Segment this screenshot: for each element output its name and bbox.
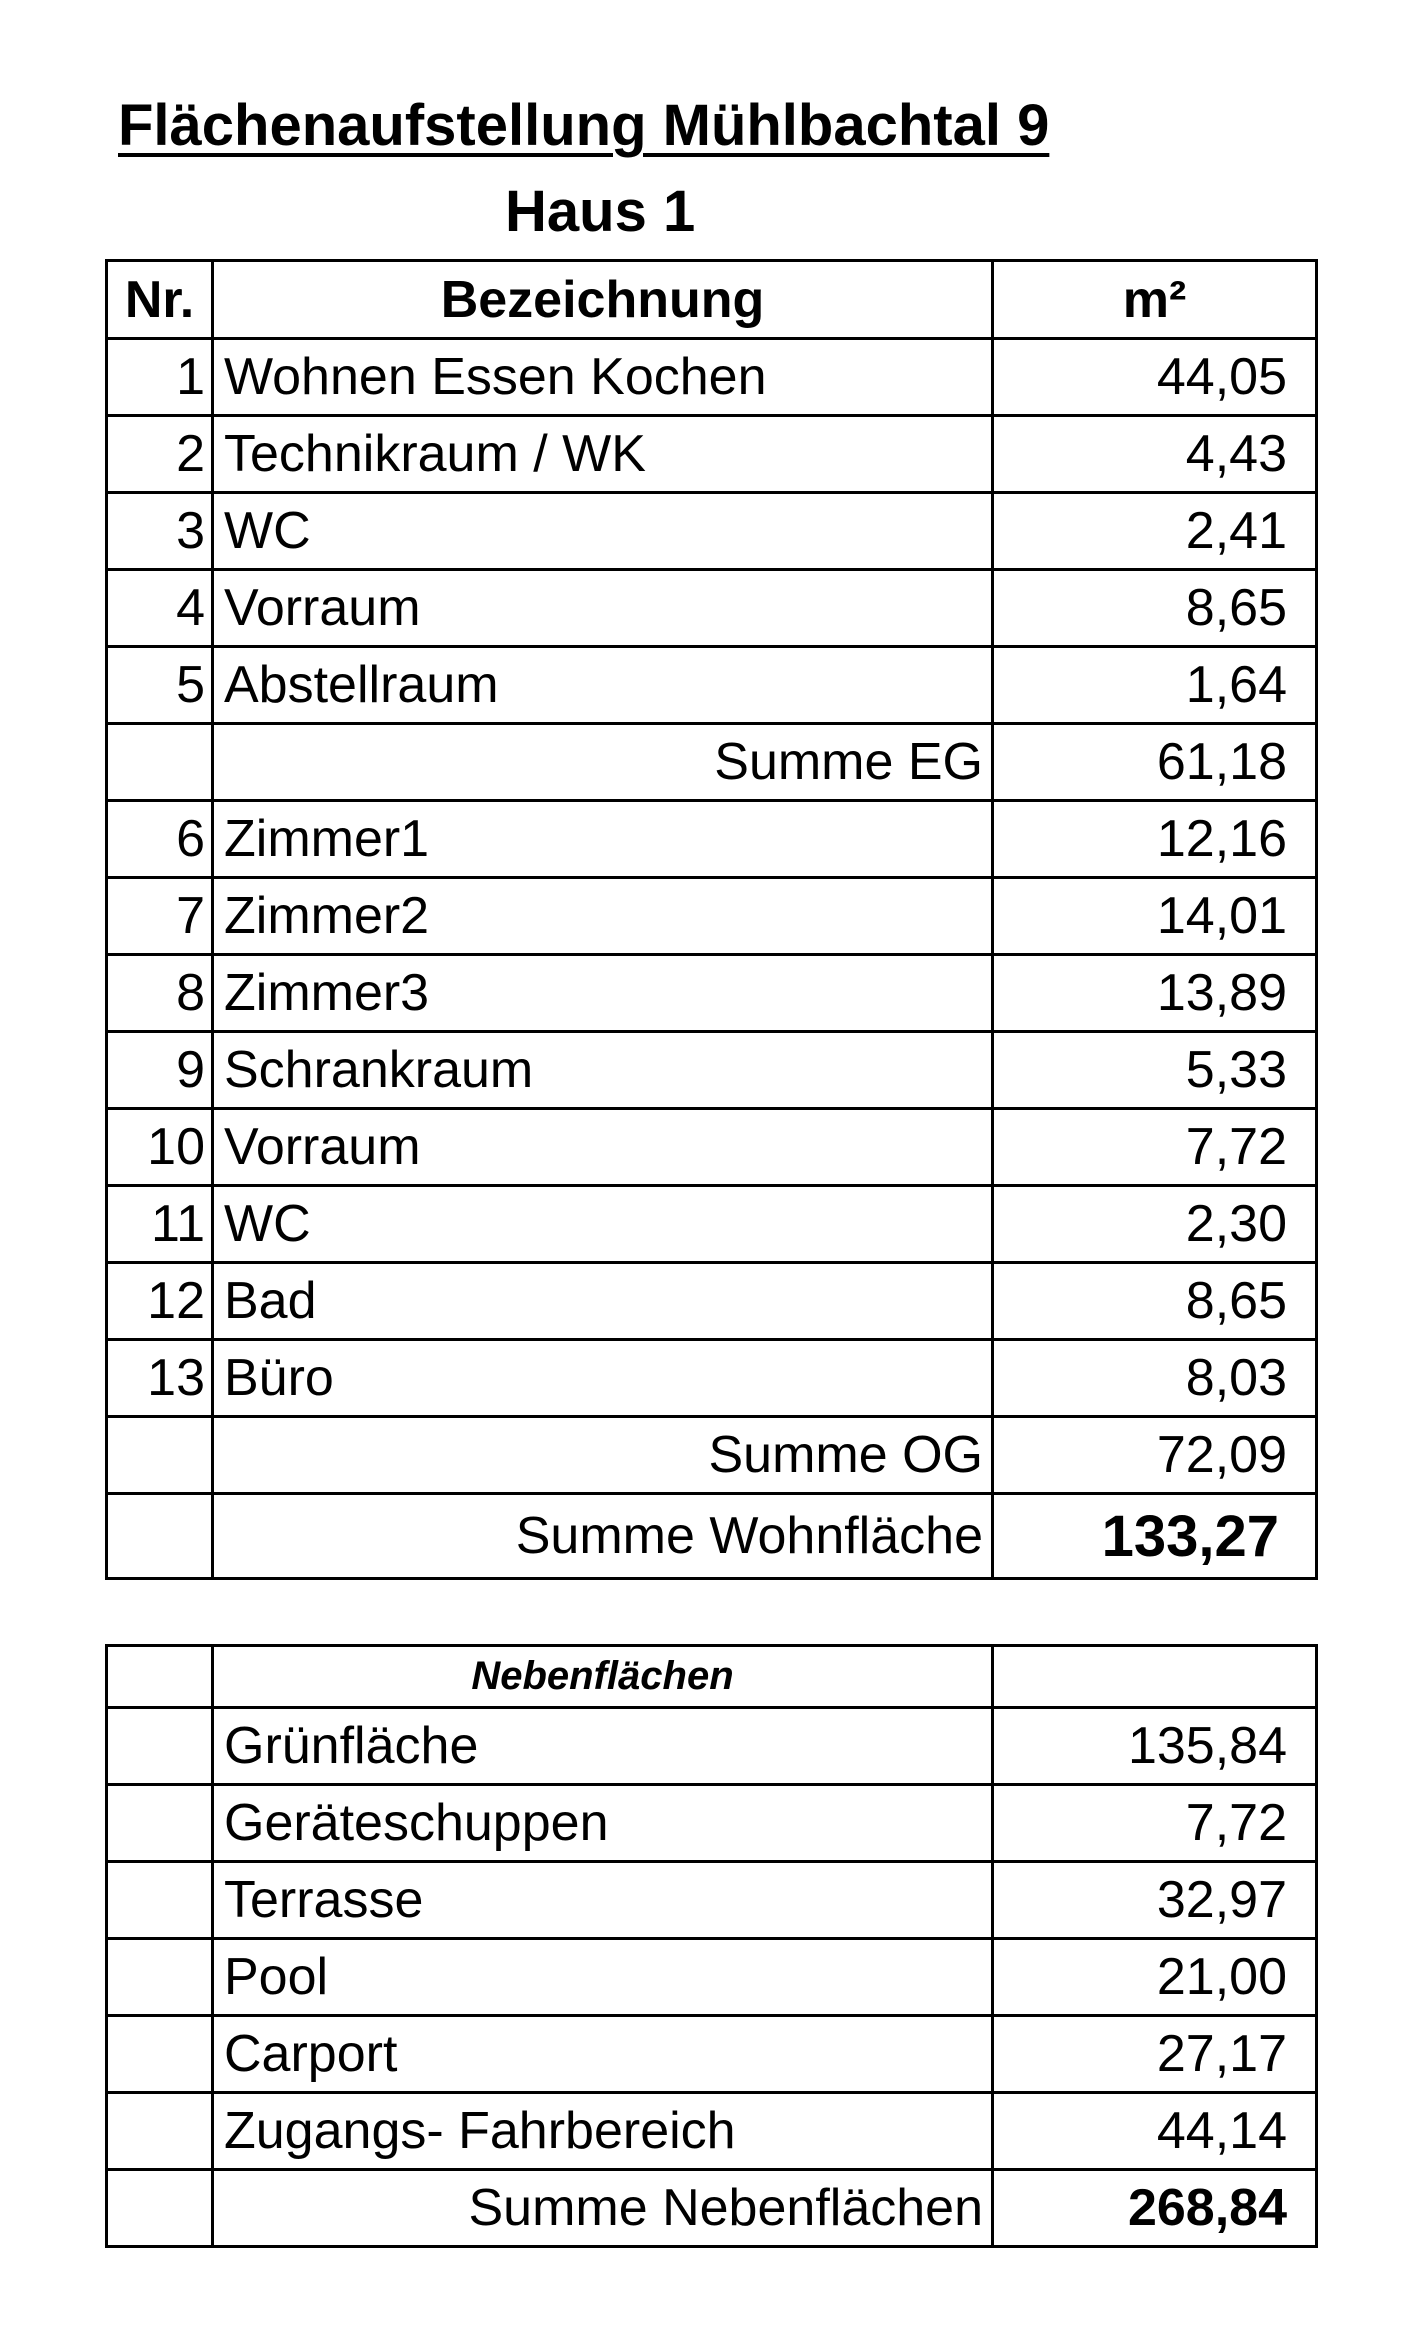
row-area: 5,33 — [993, 1032, 1317, 1109]
row-nr — [107, 1862, 213, 1939]
row-nr — [107, 1939, 213, 2016]
table-header-row — [107, 261, 1317, 339]
table-row — [107, 878, 1317, 955]
sum-eg-nr — [107, 724, 213, 801]
row-nr: 9 — [107, 1032, 213, 1109]
side-sum-row — [107, 2170, 1317, 2247]
row-area: 21,00 — [993, 1939, 1317, 2016]
row-name: Wohnen Essen Kochen — [213, 339, 993, 416]
row-name: Pool — [213, 1939, 993, 2016]
row-name: Terrasse — [213, 1862, 993, 1939]
row-name: Zugangs- Fahrbereich — [213, 2093, 993, 2170]
row-nr — [107, 1785, 213, 1862]
row-name: Schrankraum — [213, 1032, 993, 1109]
table-row — [107, 1785, 1317, 1862]
row-area: 44,05 — [993, 339, 1317, 416]
sum-total-row — [107, 1494, 1317, 1579]
row-area: 8,65 — [993, 570, 1317, 647]
row-nr — [107, 2093, 213, 2170]
header-nr: Nr. — [107, 261, 213, 339]
row-area: 8,65 — [993, 1263, 1317, 1340]
sum-eg-label: Summe EG — [213, 724, 993, 801]
row-area: 13,89 — [993, 955, 1317, 1032]
row-name: Grünfläche — [213, 1708, 993, 1785]
side-sum-value: 268,84 — [993, 2170, 1317, 2247]
row-name: Carport — [213, 2016, 993, 2093]
row-area: 1,64 — [993, 647, 1317, 724]
row-name: Zimmer2 — [213, 878, 993, 955]
sum-og-label: Summe OG — [213, 1417, 993, 1494]
document-subtitle: Haus 1 — [505, 179, 696, 244]
side-header-nr — [107, 1646, 213, 1708]
table-row — [107, 1032, 1317, 1109]
row-name: Technikraum / WK — [213, 416, 993, 493]
row-nr: 4 — [107, 570, 213, 647]
row-nr: 13 — [107, 1340, 213, 1417]
table-row — [107, 955, 1317, 1032]
table-row — [107, 1862, 1317, 1939]
table-row — [107, 1939, 1317, 2016]
sum-total-value: 133,27 — [993, 1494, 1317, 1579]
row-area: 4,43 — [993, 416, 1317, 493]
row-nr: 11 — [107, 1186, 213, 1263]
row-name: Geräteschuppen — [213, 1785, 993, 1862]
table-row — [107, 493, 1317, 570]
table-row — [107, 1708, 1317, 1785]
row-area: 14,01 — [993, 878, 1317, 955]
row-nr: 12 — [107, 1263, 213, 1340]
row-nr: 6 — [107, 801, 213, 878]
row-name: Bad — [213, 1263, 993, 1340]
document-title: Flächenaufstellung Mühlbachtal 9 — [118, 93, 1050, 158]
sum-total-nr — [107, 1494, 213, 1579]
row-area: 7,72 — [993, 1785, 1317, 1862]
table-row — [107, 1186, 1317, 1263]
row-area: 44,14 — [993, 2093, 1317, 2170]
header-area: m² — [993, 261, 1317, 339]
row-nr: 2 — [107, 416, 213, 493]
sum-og-nr — [107, 1417, 213, 1494]
row-nr — [107, 1708, 213, 1785]
row-name: Vorraum — [213, 570, 993, 647]
table-row — [107, 1263, 1317, 1340]
row-area: 32,97 — [993, 1862, 1317, 1939]
row-nr: 8 — [107, 955, 213, 1032]
sum-total-label: Summe Wohnfläche — [213, 1494, 993, 1579]
sum-eg-row — [107, 724, 1317, 801]
secondary-area-table — [105, 1644, 1318, 2248]
row-area: 27,17 — [993, 2016, 1317, 2093]
row-nr: 10 — [107, 1109, 213, 1186]
side-sum-label: Summe Nebenflächen — [213, 2170, 993, 2247]
side-header-area — [993, 1646, 1317, 1708]
row-nr — [107, 2016, 213, 2093]
sum-eg-value: 61,18 — [993, 724, 1317, 801]
row-name: Vorraum — [213, 1109, 993, 1186]
row-nr: 5 — [107, 647, 213, 724]
row-area: 7,72 — [993, 1109, 1317, 1186]
row-area: 2,30 — [993, 1186, 1317, 1263]
sum-og-row — [107, 1417, 1317, 1494]
side-header-row — [107, 1646, 1317, 1708]
table-row — [107, 801, 1317, 878]
table-row — [107, 416, 1317, 493]
row-nr: 1 — [107, 339, 213, 416]
table-row — [107, 1109, 1317, 1186]
row-area: 12,16 — [993, 801, 1317, 878]
side-header-label: Nebenflächen — [213, 1646, 993, 1708]
row-name: WC — [213, 1186, 993, 1263]
row-name: Zimmer3 — [213, 955, 993, 1032]
header-name: Bezeichnung — [213, 261, 993, 339]
row-area: 8,03 — [993, 1340, 1317, 1417]
table-row — [107, 2016, 1317, 2093]
row-nr: 7 — [107, 878, 213, 955]
table-row — [107, 647, 1317, 724]
table-row — [107, 2093, 1317, 2170]
table-row — [107, 1340, 1317, 1417]
row-area: 135,84 — [993, 1708, 1317, 1785]
table-row — [107, 339, 1317, 416]
row-name: Abstellraum — [213, 647, 993, 724]
row-name: Büro — [213, 1340, 993, 1417]
sum-og-value: 72,09 — [993, 1417, 1317, 1494]
living-area-table — [105, 259, 1318, 1580]
row-name: Zimmer1 — [213, 801, 993, 878]
row-nr: 3 — [107, 493, 213, 570]
row-name: WC — [213, 493, 993, 570]
row-area: 2,41 — [993, 493, 1317, 570]
side-sum-nr — [107, 2170, 213, 2247]
table-row — [107, 570, 1317, 647]
